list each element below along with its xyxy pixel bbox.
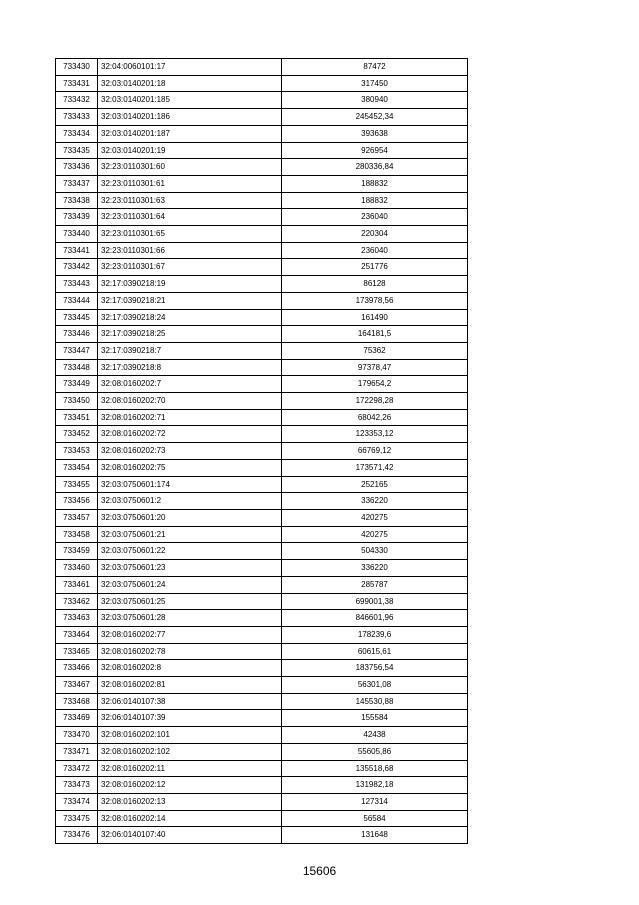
row-id-cell: 733432	[56, 92, 98, 109]
table-row	[56, 426, 468, 443]
table-row	[56, 192, 468, 209]
row-id-cell: 733456	[56, 493, 98, 510]
row-id-cell: 733451	[56, 409, 98, 426]
value-cell: 173978,56	[282, 292, 468, 309]
cadastral-number-cell: 32:08:0160202:71	[98, 409, 282, 426]
value-cell: 97378,47	[282, 359, 468, 376]
cadastral-number-cell: 32:08:0160202:75	[98, 459, 282, 476]
table-row	[56, 242, 468, 259]
row-id-cell: 733459	[56, 543, 98, 560]
table-row	[56, 760, 468, 777]
row-id-cell: 733454	[56, 459, 98, 476]
value-cell: 245452,34	[282, 109, 468, 126]
row-id-cell: 733433	[56, 109, 98, 126]
cadastral-number-cell: 32:08:0160202:72	[98, 426, 282, 443]
table-row	[56, 626, 468, 643]
table-row	[56, 175, 468, 192]
value-cell: 236040	[282, 242, 468, 259]
cadastral-number-cell: 32:03:0140201:186	[98, 109, 282, 126]
row-id-cell: 733466	[56, 660, 98, 677]
table-row	[56, 209, 468, 226]
row-id-cell: 733443	[56, 276, 98, 293]
table-row	[56, 125, 468, 142]
value-cell: 380940	[282, 92, 468, 109]
table-row	[56, 793, 468, 810]
row-id-cell: 733476	[56, 827, 98, 844]
table-row	[56, 75, 468, 92]
table-row	[56, 443, 468, 460]
row-id-cell: 733468	[56, 693, 98, 710]
cadastral-number-cell: 32:08:0160202:102	[98, 743, 282, 760]
cadastral-number-cell: 32:03:0750601:20	[98, 509, 282, 526]
cadastral-number-cell: 32:08:0160202:13	[98, 793, 282, 810]
table-row	[56, 309, 468, 326]
value-cell: 393638	[282, 125, 468, 142]
row-id-cell: 733436	[56, 159, 98, 176]
cadastral-number-cell: 32:03:0750601:23	[98, 560, 282, 577]
row-id-cell: 733455	[56, 476, 98, 493]
table-row	[56, 493, 468, 510]
table-row	[56, 393, 468, 410]
value-cell: 135518,68	[282, 760, 468, 777]
row-id-cell: 733447	[56, 342, 98, 359]
row-id-cell: 733457	[56, 509, 98, 526]
page-number: 15606	[302, 864, 337, 878]
cadastral-number-cell: 32:03:0140201:187	[98, 125, 282, 142]
row-id-cell: 733431	[56, 75, 98, 92]
table-row	[56, 810, 468, 827]
row-id-cell: 733444	[56, 292, 98, 309]
cadastral-number-cell: 32:08:0160202:78	[98, 643, 282, 660]
value-cell: 251776	[282, 259, 468, 276]
table-row	[56, 509, 468, 526]
row-id-cell: 733430	[56, 59, 98, 76]
cadastral-number-cell: 32:23:0110301:64	[98, 209, 282, 226]
data-table	[55, 58, 468, 844]
row-id-cell: 733473	[56, 777, 98, 794]
value-cell: 131648	[282, 827, 468, 844]
table-row	[56, 560, 468, 577]
value-cell: 252165	[282, 476, 468, 493]
cadastral-number-cell: 32:23:0110301:66	[98, 242, 282, 259]
cadastral-number-cell: 32:08:0160202:81	[98, 677, 282, 694]
value-cell: 155584	[282, 710, 468, 727]
row-id-cell: 733452	[56, 426, 98, 443]
cadastral-number-cell: 32:03:0140201:18	[98, 75, 282, 92]
value-cell: 317450	[282, 75, 468, 92]
cadastral-number-cell: 32:03:0750601:24	[98, 576, 282, 593]
value-cell: 926954	[282, 142, 468, 159]
cadastral-number-cell: 32:06:0140107:39	[98, 710, 282, 727]
value-cell: 336220	[282, 493, 468, 510]
cadastral-number-cell: 32:06:0140107:40	[98, 827, 282, 844]
data-table-body	[56, 59, 468, 844]
table-row	[56, 159, 468, 176]
row-id-cell: 733441	[56, 242, 98, 259]
cadastral-number-cell: 32:08:0160202:77	[98, 626, 282, 643]
value-cell: 236040	[282, 209, 468, 226]
cadastral-number-cell: 32:08:0160202:7	[98, 376, 282, 393]
row-id-cell: 733465	[56, 643, 98, 660]
value-cell: 131982,18	[282, 777, 468, 794]
row-id-cell: 733460	[56, 560, 98, 577]
value-cell: 127314	[282, 793, 468, 810]
row-id-cell: 733474	[56, 793, 98, 810]
cadastral-number-cell: 32:08:0160202:11	[98, 760, 282, 777]
row-id-cell: 733440	[56, 226, 98, 243]
value-cell: 420275	[282, 509, 468, 526]
table-row	[56, 459, 468, 476]
value-cell: 60615,61	[282, 643, 468, 660]
value-cell: 504330	[282, 543, 468, 560]
cadastral-number-cell: 32:08:0160202:8	[98, 660, 282, 677]
value-cell: 66769,12	[282, 443, 468, 460]
value-cell: 55605,86	[282, 743, 468, 760]
cadastral-number-cell: 32:04:0060101:17	[98, 59, 282, 76]
row-id-cell: 733464	[56, 626, 98, 643]
table-row	[56, 342, 468, 359]
value-cell: 220304	[282, 226, 468, 243]
cadastral-number-cell: 32:08:0160202:73	[98, 443, 282, 460]
cadastral-number-cell: 32:03:0750601:22	[98, 543, 282, 560]
row-id-cell: 733471	[56, 743, 98, 760]
table-row	[56, 409, 468, 426]
value-cell: 42438	[282, 727, 468, 744]
table-row	[56, 743, 468, 760]
cadastral-number-cell: 32:23:0110301:61	[98, 175, 282, 192]
row-id-cell: 733458	[56, 526, 98, 543]
table-row	[56, 276, 468, 293]
cadastral-number-cell: 32:17:0390218:25	[98, 326, 282, 343]
cadastral-number-cell: 32:08:0160202:12	[98, 777, 282, 794]
table-row	[56, 727, 468, 744]
cadastral-number-cell: 32:17:0390218:19	[98, 276, 282, 293]
cadastral-number-cell: 32:17:0390218:21	[98, 292, 282, 309]
value-cell: 87472	[282, 59, 468, 76]
table-row	[56, 142, 468, 159]
value-cell: 173571,42	[282, 459, 468, 476]
row-id-cell: 733434	[56, 125, 98, 142]
value-cell: 172298,28	[282, 393, 468, 410]
cadastral-number-cell: 32:17:0390218:8	[98, 359, 282, 376]
row-id-cell: 733448	[56, 359, 98, 376]
value-cell: 420275	[282, 526, 468, 543]
cadastral-number-cell: 32:17:0390218:24	[98, 309, 282, 326]
cadastral-number-cell: 32:08:0160202:70	[98, 393, 282, 410]
value-cell: 188832	[282, 175, 468, 192]
value-cell: 179654,2	[282, 376, 468, 393]
row-id-cell: 733435	[56, 142, 98, 159]
cadastral-number-cell: 32:03:0750601:174	[98, 476, 282, 493]
table-row	[56, 476, 468, 493]
table-row	[56, 610, 468, 627]
value-cell: 280336,84	[282, 159, 468, 176]
value-cell: 699001,38	[282, 593, 468, 610]
row-id-cell: 733442	[56, 259, 98, 276]
table-row	[56, 259, 468, 276]
row-id-cell: 733469	[56, 710, 98, 727]
table-row	[56, 292, 468, 309]
cadastral-number-cell: 32:03:0140201:19	[98, 142, 282, 159]
cadastral-number-cell: 32:17:0390218:7	[98, 342, 282, 359]
table-row	[56, 226, 468, 243]
table-row	[56, 693, 468, 710]
cadastral-number-cell: 32:23:0110301:63	[98, 192, 282, 209]
value-cell: 183756,54	[282, 660, 468, 677]
cadastral-number-cell: 32:23:0110301:65	[98, 226, 282, 243]
table-row	[56, 92, 468, 109]
table-row	[56, 710, 468, 727]
table-row	[56, 576, 468, 593]
value-cell: 164181,5	[282, 326, 468, 343]
cadastral-number-cell: 32:08:0160202:101	[98, 727, 282, 744]
row-id-cell: 733450	[56, 393, 98, 410]
value-cell: 161490	[282, 309, 468, 326]
value-cell: 56584	[282, 810, 468, 827]
row-id-cell: 733445	[56, 309, 98, 326]
cadastral-number-cell: 32:08:0160202:14	[98, 810, 282, 827]
row-id-cell: 733453	[56, 443, 98, 460]
cadastral-number-cell: 32:03:0750601:25	[98, 593, 282, 610]
table-row	[56, 359, 468, 376]
cadastral-number-cell: 32:03:0140201:185	[98, 92, 282, 109]
row-id-cell: 733472	[56, 760, 98, 777]
row-id-cell: 733437	[56, 175, 98, 192]
table-row	[56, 593, 468, 610]
value-cell: 145530,88	[282, 693, 468, 710]
row-id-cell: 733467	[56, 677, 98, 694]
table-row	[56, 643, 468, 660]
table-row	[56, 677, 468, 694]
table-row	[56, 543, 468, 560]
cadastral-number-cell: 32:03:0750601:21	[98, 526, 282, 543]
table-row	[56, 326, 468, 343]
value-cell: 56301,08	[282, 677, 468, 694]
table-row	[56, 59, 468, 76]
cadastral-number-cell: 32:03:0750601:2	[98, 493, 282, 510]
table-row	[56, 376, 468, 393]
value-cell: 188832	[282, 192, 468, 209]
value-cell: 336220	[282, 560, 468, 577]
row-id-cell: 733446	[56, 326, 98, 343]
cadastral-number-cell: 32:03:0750601:28	[98, 610, 282, 627]
cadastral-number-cell: 32:23:0110301:67	[98, 259, 282, 276]
value-cell: 285787	[282, 576, 468, 593]
row-id-cell: 733449	[56, 376, 98, 393]
cadastral-number-cell: 32:23:0110301:60	[98, 159, 282, 176]
value-cell: 178239,6	[282, 626, 468, 643]
value-cell: 123353,12	[282, 426, 468, 443]
value-cell: 846601,96	[282, 610, 468, 627]
table-row	[56, 660, 468, 677]
value-cell: 68042,26	[282, 409, 468, 426]
value-cell: 86128	[282, 276, 468, 293]
row-id-cell: 733463	[56, 610, 98, 627]
value-cell: 75362	[282, 342, 468, 359]
table-row	[56, 827, 468, 844]
table-row	[56, 777, 468, 794]
row-id-cell: 733461	[56, 576, 98, 593]
table-row	[56, 109, 468, 126]
cadastral-number-cell: 32:06:0140107:38	[98, 693, 282, 710]
row-id-cell: 733462	[56, 593, 98, 610]
table-row	[56, 526, 468, 543]
row-id-cell: 733438	[56, 192, 98, 209]
row-id-cell: 733470	[56, 727, 98, 744]
row-id-cell: 733475	[56, 810, 98, 827]
row-id-cell: 733439	[56, 209, 98, 226]
